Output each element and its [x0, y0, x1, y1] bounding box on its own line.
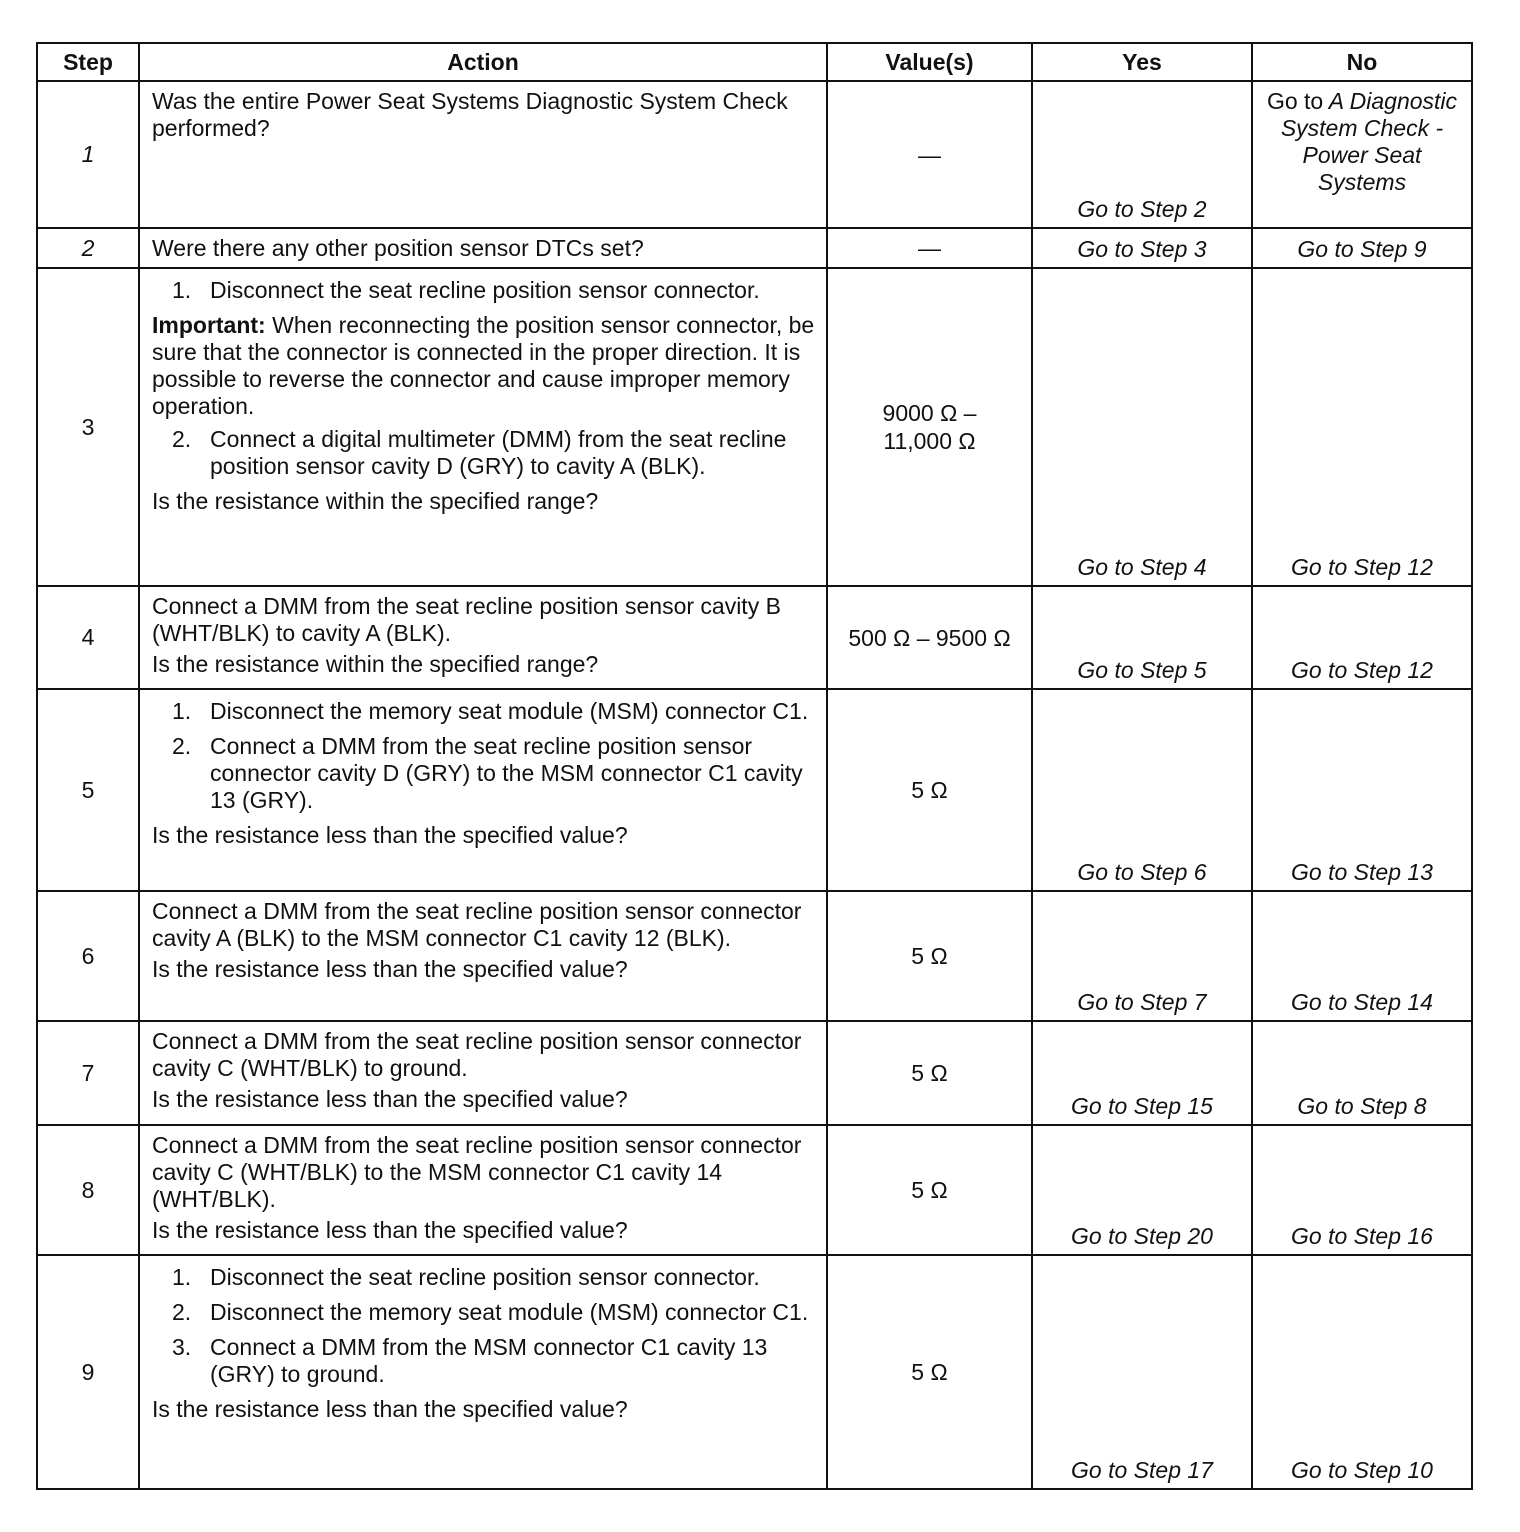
action-cell	[139, 1125, 827, 1255]
action-question: Is the resistance less than the specified value?	[152, 956, 628, 982]
table-row	[37, 586, 1472, 689]
list-item: 3. Connect a DMM from the MSM connector C1 cavity 13 (GRY) to ground.	[172, 1334, 768, 1387]
step-number: 2	[37, 228, 139, 268]
list-item: 2. Connect a digital multimeter (DMM) from the seat recline position sensor cavity D (GRY) to cavity A (BLK).	[172, 426, 787, 479]
value-cell: 5 Ω	[827, 1255, 1032, 1489]
value-cell: —	[827, 81, 1032, 228]
action-list	[152, 426, 818, 480]
action-text: Were there any other position sensor DTCs set?	[152, 235, 644, 261]
no-cell: Go to Step 16	[1252, 1125, 1472, 1255]
list-item: 2. Connect a DMM from the seat recline position sensor connector cavity D (GRY) to the MSM connector C1 cavity 13 (GRY).	[172, 733, 803, 813]
action-question: Is the resistance within the specified range?	[152, 651, 599, 677]
action-text: Connect a DMM from the seat recline position sensor connector cavity C (WHT/BLK) to the MSM connector C1 cavity 14 (WHT/BLK).	[152, 1132, 802, 1212]
value-cell: 5 Ω	[827, 1125, 1032, 1255]
no-cell	[1252, 81, 1472, 228]
yes-cell: Go to Step 4	[1032, 268, 1252, 586]
value-cell: 5 Ω	[827, 689, 1032, 891]
diagnostic-table	[36, 42, 1473, 1490]
step-number: 8	[37, 1125, 139, 1255]
no-cell: Go to Step 12	[1252, 268, 1472, 586]
step-number: 9	[37, 1255, 139, 1489]
action-cell	[139, 689, 827, 891]
action-cell	[139, 891, 827, 1021]
action-list	[152, 1264, 818, 1388]
table-row	[37, 1255, 1472, 1489]
step-number: 1	[37, 81, 139, 228]
table-row	[37, 81, 1472, 228]
no-cell: Go to Step 8	[1252, 1021, 1472, 1125]
value-cell: 500 Ω – 9500 Ω	[827, 586, 1032, 689]
action-text: Was the entire Power Seat Systems Diagnostic System Check performed?	[152, 88, 788, 141]
value-cell: —	[827, 228, 1032, 268]
step-number: 7	[37, 1021, 139, 1125]
table-row	[37, 891, 1472, 1021]
step-number: 4	[37, 586, 139, 689]
step-number: 5	[37, 689, 139, 891]
no-cell: Go to Step 13	[1252, 689, 1472, 891]
action-question: Is the resistance within the specified range?	[152, 488, 599, 514]
action-question: Is the resistance less than the specified value?	[152, 822, 628, 848]
action-question: Is the resistance less than the specified value?	[152, 1396, 628, 1422]
yes-cell: Go to Step 6	[1032, 689, 1252, 891]
header-yes: Yes	[1032, 43, 1252, 81]
header-no: No	[1252, 43, 1472, 81]
list-item: 1. Disconnect the memory seat module (MSM) connector C1.	[172, 698, 809, 724]
action-text: Connect a DMM from the seat recline position sensor connector cavity C (WHT/BLK) to ground.	[152, 1028, 802, 1081]
action-question: Is the resistance less than the specified value?	[152, 1086, 628, 1112]
value-cell: 5 Ω	[827, 891, 1032, 1021]
important-note: Important: When reconnecting the position sensor connector, be sure that the connector is connected in the proper direction. It is possible to reverse the connector and cause improper memory operation.	[152, 312, 815, 419]
step-number: 3	[37, 268, 139, 586]
step-number: 6	[37, 891, 139, 1021]
action-cell	[139, 81, 827, 228]
action-list	[152, 698, 818, 814]
header-row	[37, 43, 1472, 81]
value-cell: 9000 Ω – 11,000 Ω	[827, 268, 1032, 586]
action-text: Connect a DMM from the seat recline position sensor cavity B (WHT/BLK) to cavity A (BLK).	[152, 593, 781, 646]
header-values: Value(s)	[827, 43, 1032, 81]
no-link-text: A Diagnostic System Check - Power Seat Systems	[1280, 88, 1458, 195]
action-cell	[139, 586, 827, 689]
action-question: Is the resistance less than the specified value?	[152, 1217, 628, 1243]
action-cell	[139, 268, 827, 586]
action-list	[152, 277, 818, 304]
header-action: Action	[139, 43, 827, 81]
no-cell: Go to Step 14	[1252, 891, 1472, 1021]
action-cell	[139, 228, 827, 268]
table-row	[37, 268, 1472, 586]
list-item: 1. Disconnect the seat recline position sensor connector.	[172, 1264, 760, 1290]
list-item: 2. Disconnect the memory seat module (MSM) connector C1.	[172, 1299, 809, 1325]
yes-cell: Go to Step 7	[1032, 891, 1252, 1021]
action-cell	[139, 1021, 827, 1125]
table-row	[37, 1125, 1472, 1255]
table-row	[37, 228, 1472, 268]
no-prefix: Go to	[1266, 88, 1324, 114]
no-cell: Go to Step 12	[1252, 586, 1472, 689]
no-cell: Go to Step 9	[1252, 228, 1472, 268]
yes-cell: Go to Step 3	[1032, 228, 1252, 268]
value-cell: 5 Ω	[827, 1021, 1032, 1125]
yes-cell: Go to Step 5	[1032, 586, 1252, 689]
no-cell: Go to Step 10	[1252, 1255, 1472, 1489]
table-row	[37, 1021, 1472, 1125]
list-item: 1. Disconnect the seat recline position sensor connector.	[172, 277, 760, 303]
table-row	[37, 689, 1472, 891]
header-step: Step	[37, 43, 139, 81]
yes-cell: Go to Step 20	[1032, 1125, 1252, 1255]
action-cell	[139, 1255, 827, 1489]
yes-cell: Go to Step 2	[1032, 81, 1252, 228]
yes-cell: Go to Step 17	[1032, 1255, 1252, 1489]
action-text: Connect a DMM from the seat recline position sensor connector cavity A (BLK) to the MSM connector C1 cavity 12 (BLK).	[152, 898, 802, 951]
yes-cell: Go to Step 15	[1032, 1021, 1252, 1125]
